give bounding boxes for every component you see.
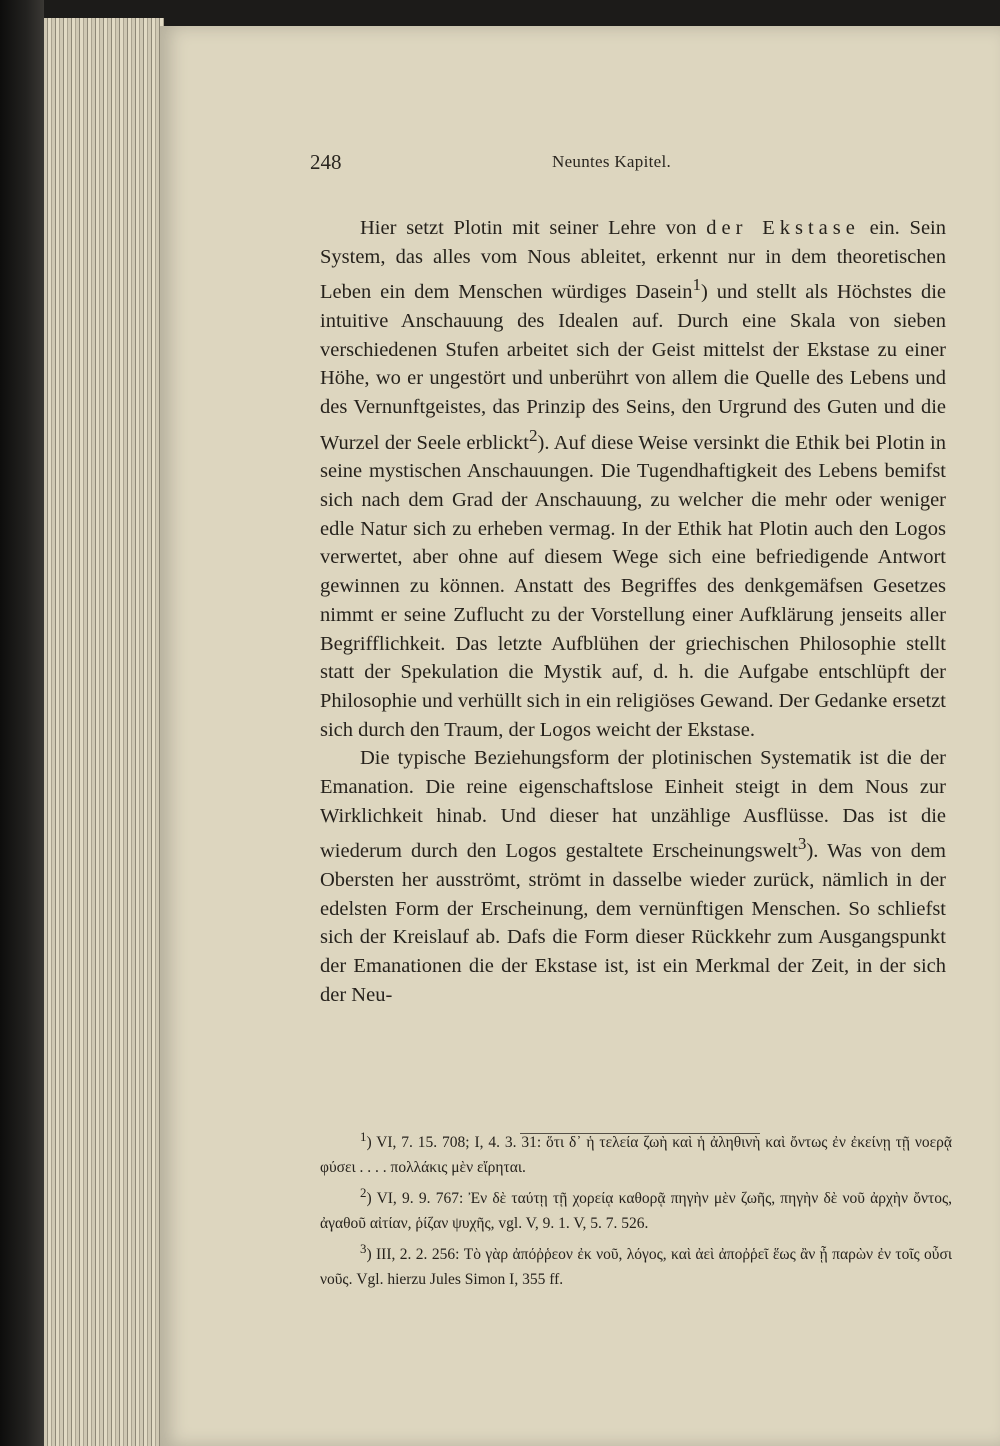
footnotes (320, 1124, 952, 1292)
footnote (320, 1236, 952, 1292)
page-edges (44, 18, 164, 1446)
book-spine (0, 0, 44, 1446)
paragraph (320, 744, 946, 1009)
footnote-ref: 1 (692, 275, 702, 295)
text-run: Hier setzt Plotin mit seiner Lehre von (360, 217, 707, 239)
text-run: ). Auf diese Weise versinkt die Ethik bei Plotin in seine mystischen Anschauungen. Die Tugendhaftigkeit des Lebens bemifst sich nach dem Grad der Anschauung, zu welcher die mehr oder weniger edle Natur sich zu erheben vermag. In der Ethik hat Plotin auch den Logos verwertet, aber ohne auf diesem Wege sich eine befriedigende Antwort gewinnen zu können. Anstatt des Begriffes des denkgemäfsen Gesetzes nimmt er seine Zuflucht zu der Vorstellung einer Aufklärung jenseits aller Begrifflichkeit. Das letzte Aufblühen der griechischen Philosophie stellt statt der Spekulation die Mystik auf, d. h. die Aufgabe entschlüpft der Philosophie und verhüllt sich in ein religiöses Gewand. Der Gedanke ersetzt sich durch den Traum, der Logos weicht der Ekstase. (320, 431, 946, 741)
footnote-number: 1 (360, 1129, 367, 1144)
text-run: Die typische Beziehungsform der plotinischen Systematik ist die der Emanation. Die reine eigenschaftslose Einheit steigt in dem Nous zur Wirklichkeit hinab. Und dieser hat unzählige Ausflüsse. Das ist die wiederum durch den Logos gestaltete Erscheinungswelt (320, 747, 946, 863)
footnote (320, 1124, 952, 1180)
footnote-number: 3 (360, 1241, 367, 1257)
paragraph (320, 214, 946, 744)
text-run: ein. Sein System, das alles vom Nous ableitet, erkennt nur in dem theoretischen Leben ein dem Menschen würdiges Dasein (320, 217, 946, 304)
running-header (310, 150, 870, 180)
emphasized-term: der Ekstase (706, 217, 860, 239)
page-number: 248 (310, 150, 342, 174)
footnote (320, 1180, 952, 1236)
footnote-text: ) VI, 7. 15. 708; I, 4. 3. 31: ὅτι δ᾽ ἡ τελεία ζωὴ καὶ ἡ ἀληθινὴ καὶ ὄντως ἐν ἐκείνῃ τῇ νοερᾷ φύσει . . . . πολλάκις μὲν εἴρηται. (320, 1134, 952, 1177)
footnote-text: ) VI, 9. 9. 767: Ἐν δὲ ταύτῃ τῇ χορείᾳ καθορᾷ πηγὴν μὲν ζωῆς, πηγὴν δὲ νοῦ ἀρχὴν ὄντος, ἀγαθοῦ αἰτίαν, ῥίζαν ψυχῆς, vgl. V, 9. 1. V, 5. 7. 526. (320, 1190, 952, 1233)
chapter-title: Neuntes Kapitel. (552, 152, 672, 171)
text-run: ). Was von dem Obersten her ausströmt, strömt in dasselbe wieder zurück, nämlich in der edelsten Form der Erscheinung, dem vernünftigen Menschen. So schliefst sich der Kreislauf ab. Dafs die Form dieser Rückkehr zum Ausgangspunkt der Emanationen die der Ekstase ist, ist ein Merkmal der Zeit, in der sich der Neu- (320, 840, 946, 1006)
footnote-number: 2 (360, 1185, 367, 1201)
footnote-text: ) III, 2. 2. 256: Τὸ γὰρ ἀπόῤῥεον ἐκ νοῦ, λόγος, καὶ ἀεὶ ἀποῤῥεῖ ἕως ἂν ᾖ παρὼν ἐν τοῖς οὖσι νοῦς. Vgl. hierzu Jules Simon I, 355 ff. (320, 1246, 952, 1289)
book-page (160, 26, 1000, 1446)
body-text (320, 214, 946, 1009)
footnote-ref: 2 (529, 425, 538, 445)
footnote-ref: 3 (797, 834, 807, 854)
text-run: ) und stellt als Höchstes die intuitive Anschauung des Idealen auf. Durch eine Skala von sieben verschiedenen Stufen arbeitet sich der Geist mittelst der Ekstase zu einer Höhe, wo er ungestört und unberührt von allem die Quelle des Lebens und des Vernunftgeistes, das Prinzip des Seins, den Urgrund des Guten und die Wurzel der Seele erblickt (320, 281, 946, 454)
